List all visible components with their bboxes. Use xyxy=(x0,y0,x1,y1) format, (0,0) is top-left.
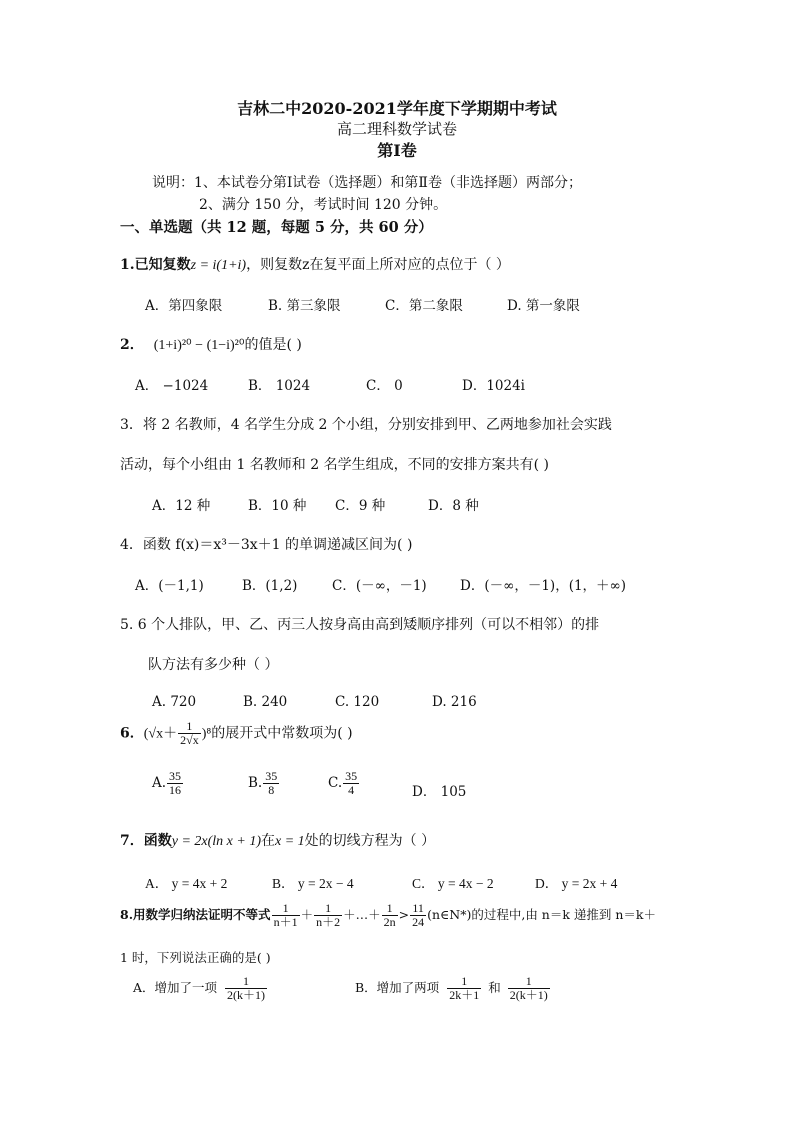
q5-line-2: 队方法有多少种（ ） xyxy=(148,657,279,673)
question-2 xyxy=(120,334,302,354)
q8-f1-den: n＋1 xyxy=(273,915,298,929)
note-line-1: 说明：1、本试卷分第Ⅰ试卷（选择题）和第Ⅱ卷（非选择题）两部分； xyxy=(152,175,582,191)
q2-option-b: B． 1024 xyxy=(248,378,311,394)
q2-post: 的值是( ) xyxy=(244,337,302,353)
q7-post: 处的切线方程为（ ） xyxy=(304,833,436,849)
q6-fraction xyxy=(178,720,201,747)
q8-f2-num: 1 xyxy=(314,902,342,916)
q8-plus: ＋ xyxy=(300,907,314,922)
exam-subtitle: 高二理科数学试卷 xyxy=(336,120,457,138)
q1-post: ，则复数z在复平面上所对应的点位于（ ） xyxy=(246,257,510,273)
q2-option-a: A． −1024 xyxy=(135,378,209,394)
q1-option-b: B. 第三象限 xyxy=(268,298,341,314)
q2-pre: 2． xyxy=(120,337,144,353)
q8-b-num-1: 1 xyxy=(447,975,481,989)
q6-a-fraction xyxy=(167,770,183,797)
q3-option-c: C．9 种 xyxy=(335,498,386,514)
q6-c-fraction xyxy=(343,770,359,797)
q6-c-den: 4 xyxy=(348,783,355,797)
q1-option-d: D. 第一象限 xyxy=(507,298,580,314)
q5-line-1: 5. 6 个人排队，甲、乙、丙三人按身高由高到矮顺序排列（可以不相邻）的排 xyxy=(120,617,600,633)
q8-f4-num: 11 xyxy=(410,902,426,916)
q7-option-c: C． y = 4x − 2 xyxy=(412,876,494,891)
q1-option-a: A．第四象限 xyxy=(145,298,223,314)
q5-option-a: A. 720 xyxy=(152,694,197,710)
q3-option-d: D．8 种 xyxy=(428,498,479,514)
q8-b-fraction-1 xyxy=(447,975,481,1002)
question-8 xyxy=(120,902,656,929)
q7-mid: 在 xyxy=(261,833,275,849)
q8-b-and: 和 xyxy=(488,980,501,995)
q4-option-b: B．(1,2) xyxy=(242,578,298,594)
q6-a-den: 16 xyxy=(169,783,182,797)
volume-title: 第Ⅰ卷 xyxy=(377,141,417,160)
q8-frac-2 xyxy=(314,902,342,929)
q7-option-b: B． y = 2x − 4 xyxy=(272,876,354,891)
q8-frac-1 xyxy=(272,902,300,929)
q8-f1-num: 1 xyxy=(272,902,300,916)
q8-line-2: 1 时，下列说法正确的是( ) xyxy=(120,950,271,965)
q1-pre: 1.已知复数 xyxy=(120,257,191,273)
q8-f2-den: n＋2 xyxy=(316,915,341,929)
q8-frac-3 xyxy=(382,902,398,929)
q4-option-a: A．(－1,1) xyxy=(135,578,204,594)
q8-b-fraction-2 xyxy=(508,975,550,1002)
q8-a-num: 1 xyxy=(225,975,267,989)
q6-c-num: 35 xyxy=(345,769,358,783)
q6-post: 的展开式中常数项为( ) xyxy=(211,725,353,742)
q6-b-num: 35 xyxy=(265,769,278,783)
q6-b-fraction xyxy=(263,770,279,797)
q8-b-den-1: 2k＋1 xyxy=(449,988,480,1002)
q7-option-a: A． y = 4x + 2 xyxy=(145,876,228,891)
q8-pre: 8.用数学归纳法证明不等式 xyxy=(120,907,271,922)
q8-option-b xyxy=(355,975,551,1002)
q6-frac-den: 2√x xyxy=(180,733,199,747)
q5-option-d: D. 216 xyxy=(432,694,477,710)
q2-expr: (1+i)²⁰ − (1−i)²⁰ xyxy=(153,338,245,353)
q3-option-b: B．10 种 xyxy=(248,498,307,514)
q8-option-a xyxy=(133,975,268,1002)
q6-c-label: C. xyxy=(328,775,343,791)
q1-option-c: C．第二象限 xyxy=(385,298,463,314)
q6-a-num: 35 xyxy=(169,769,182,783)
q8-b-label: B．增加了两项 xyxy=(355,980,440,995)
q8-gt: > xyxy=(398,907,410,922)
q6-frac-num: 1 xyxy=(178,720,201,734)
q6-expr-b: )⁸ xyxy=(201,726,212,742)
q7-expr: y = 2x(ln x + 1) xyxy=(171,834,261,849)
q4-option-c: C．(－∞，－1) xyxy=(332,578,427,594)
q2-option-d: D．1024i xyxy=(462,378,525,394)
q3-line-1: 3．将 2 名教师，4 名学生分成 2 个小组，分别安排到甲、乙两地参加社会实践 xyxy=(120,417,612,433)
q8-a-fraction xyxy=(225,975,267,1002)
q3-option-a: A．12 种 xyxy=(152,498,211,514)
q6-option-a xyxy=(152,770,184,797)
question-1 xyxy=(120,254,510,274)
question-6 xyxy=(120,720,353,747)
q7-at: x = 1 xyxy=(275,834,305,849)
q8-a-den: 2(k＋1) xyxy=(227,988,266,1002)
q6-b-label: B. xyxy=(248,775,263,791)
q6-option-b xyxy=(248,770,280,797)
q8-b-den-2: 2(k＋1) xyxy=(509,988,548,1002)
question-7 xyxy=(120,830,435,850)
q2-option-c: C． 0 xyxy=(366,378,403,394)
q6-expr-a: (√x＋ xyxy=(143,726,178,742)
exam-title: 吉林二中2020-2021学年度下学期期中考试 xyxy=(237,99,557,118)
q6-pre: 6． xyxy=(120,725,144,742)
section-heading: 一、单选题（共 12 题，每题 5 分，共 60 分） xyxy=(120,219,433,236)
q6-option-d: D． 105 xyxy=(412,784,467,800)
note-line-2: 2、满分 150 分，考试时间 120 分钟。 xyxy=(199,197,448,213)
q8-post: (n∈N*)的过程中,由 n＝k 递推到 n＝k＋ xyxy=(427,907,656,922)
q5-option-b: B. 240 xyxy=(243,694,288,710)
q1-expr: z = i(1+i) xyxy=(190,258,247,273)
question-4: 4．函数 f(x)＝x³－3x＋1 的单调递减区间为( ) xyxy=(120,537,413,553)
q8-b-num-2: 1 xyxy=(508,975,550,989)
q8-a-label: A．增加了一项 xyxy=(133,980,218,995)
q8-frac-4 xyxy=(410,902,426,929)
q6-option-c xyxy=(328,770,360,797)
q5-option-c: C. 120 xyxy=(335,694,380,710)
q7-pre: 7．函数 xyxy=(120,833,172,849)
q6-a-label: A. xyxy=(152,775,167,791)
q6-b-den: 8 xyxy=(268,783,275,797)
q3-line-2: 活动，每个小组由 1 名教师和 2 名学生组成，不同的安排方案共有( ) xyxy=(120,457,549,473)
q8-f3-num: 1 xyxy=(382,902,398,916)
q8-dots: ＋…＋ xyxy=(343,907,381,922)
q8-f3-den: 2n xyxy=(383,915,396,929)
q7-option-d: D． y = 2x + 4 xyxy=(535,876,618,891)
q8-f4-den: 24 xyxy=(412,915,425,929)
q4-option-d: D．(－∞，－1)，(1，＋∞) xyxy=(460,578,627,594)
